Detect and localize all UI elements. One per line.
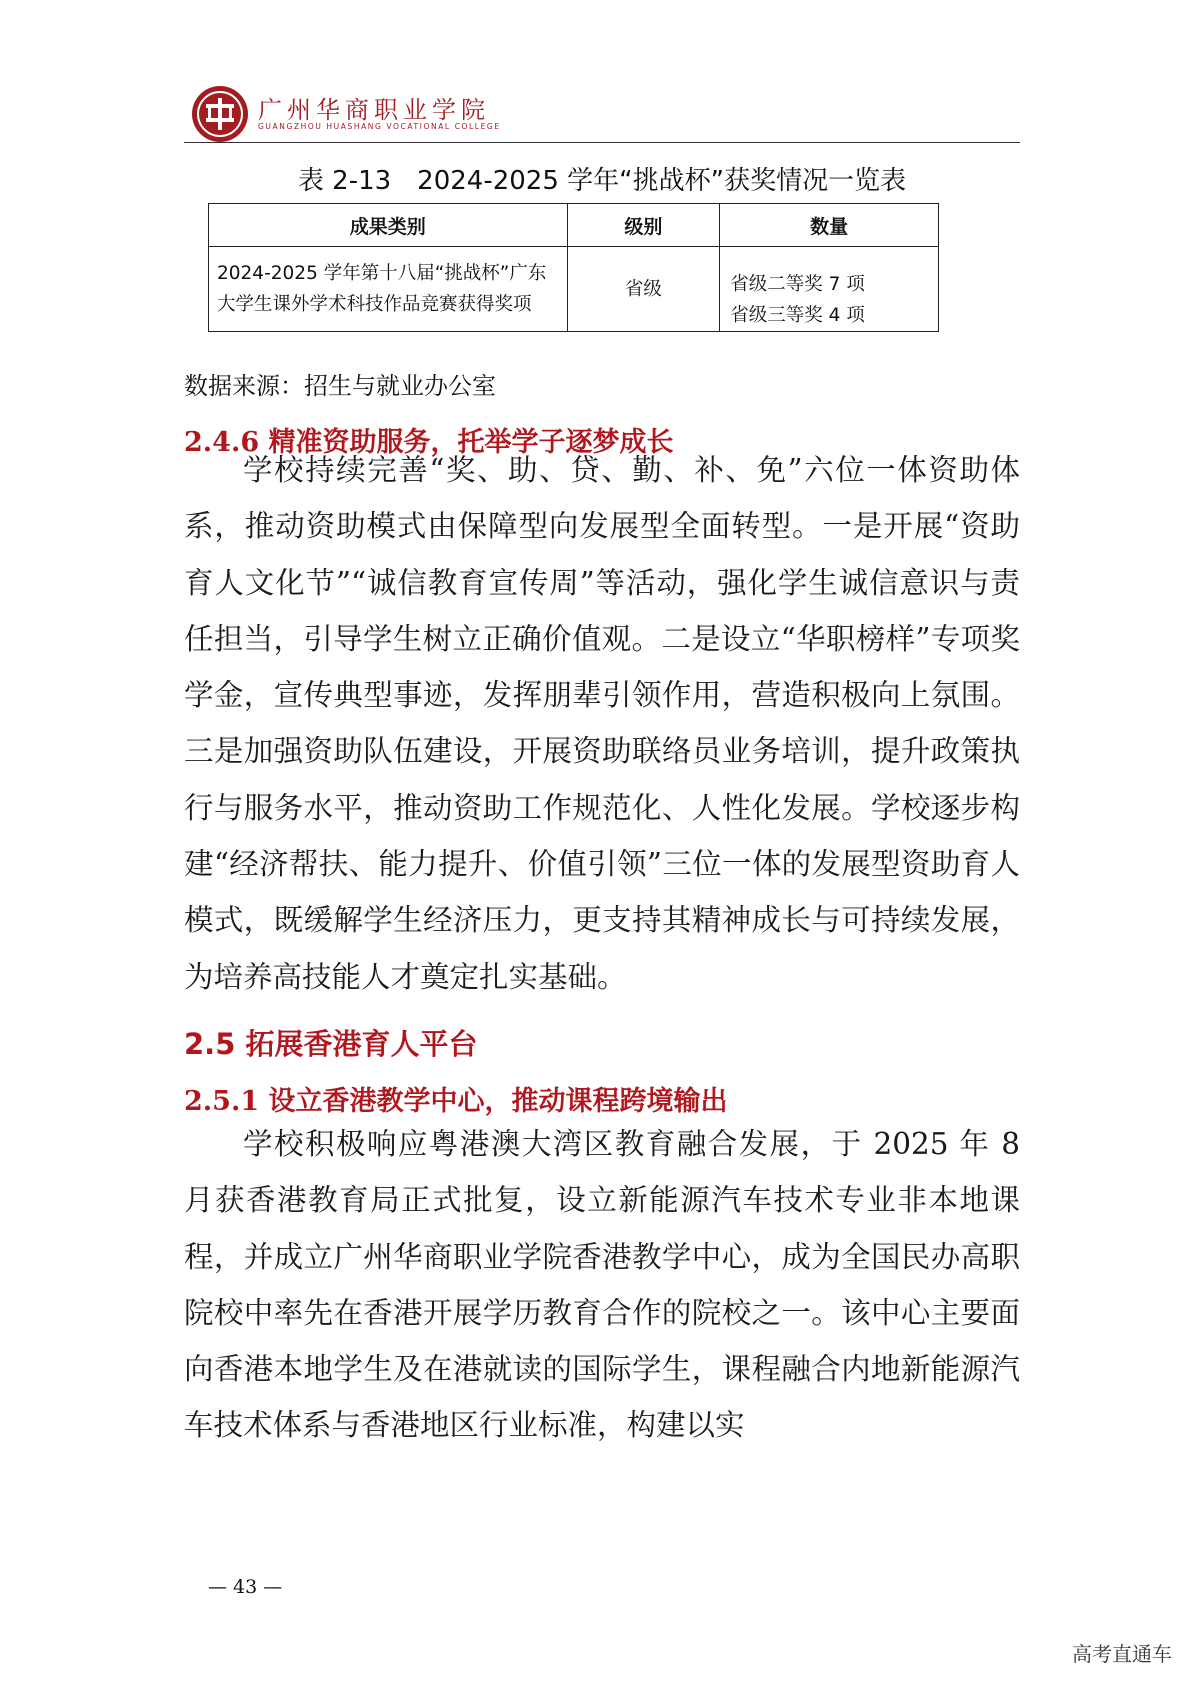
watermark: 高考直通车 — [1072, 1642, 1172, 1666]
college-name-en: GUANGZHOU HUASHANG VOCATIONAL COLLEGE — [258, 122, 501, 131]
header-divider — [184, 142, 1020, 143]
section-heading-2-5: 2.5 拓展香港育人平台 — [184, 1027, 478, 1061]
section-body-2-5-1: 学校积极响应粤港澳大湾区教育融合发展，于 2025 年 8 月获香港教育局正式批复，设立新能源汽车技术专业非本地课程，并成立广州华商职业学院香港教学中心，成为全国民办高职院校中率先在香港开展学历教育合作的院校之一。该中心主要面向香港本地学生及在港就读的国际学生，课程融合内地新能源汽车技术体系与香港地区行业标准，构建以实 — [184, 1127, 1020, 1443]
table-title: 表 2-13 2024-2025 学年“挑战杯”获奖情况一览表 — [297, 166, 907, 196]
count-line: 省级三等奖 4 项 — [730, 305, 865, 326]
cell-level: 省级 — [567, 247, 720, 332]
count-line: 省级二等奖 7 项 — [730, 274, 865, 295]
data-source-note: 数据来源：招生与就业办公室 — [184, 372, 496, 400]
section-heading-2-5-1: 2.5.1 设立香港教学中心，推动课程跨境输出 — [184, 1086, 728, 1117]
section-body-2-4-6: 学校持续完善“奖、助、贷、勤、补、免”六位一体资助体系，推动资助模式由保障型向发展型全面转型。一是开展“资助育人文化节”“诚信教育宣传周”等活动，强化学生诚信意识与责任担当，引导学生树立正确价值观。二是设立“华职榜样”专项奖学金，宣传典型事迹，发挥朋辈引领作用，营造积极向上氛围。三是加强资助队伍建设，开展资助联络员业务培训，提升政策执行与服务水平，推动资助工作规范化、人性化发展。学校逐步构建“经济帮扶、能力提升、价值引领”三位一体的发展型资助育人模式，既缓解学生经济压力，更支持其精神成长与可持续发展，为培养高技能人才奠定扎实基础。 — [184, 453, 1020, 994]
column-header-level: 级别 — [567, 204, 720, 247]
section-heading-2-4-6: 2.4.6 精准资助服务，托举学子逐梦成长 — [184, 427, 674, 458]
column-header-count: 数量 — [720, 204, 939, 247]
college-name-cn: 广州华商职业学院 — [258, 96, 490, 124]
table-row — [209, 247, 939, 332]
table-header-row — [209, 204, 939, 247]
award-table — [208, 203, 939, 332]
cell-count — [720, 247, 939, 332]
column-header-category: 成果类别 — [209, 204, 568, 247]
cell-category: 2024-2025 学年第十八届“挑战杯”广东大学生课外学术科技作品竞赛获得奖项 — [209, 247, 568, 332]
college-emblem-icon — [190, 84, 250, 144]
page-header — [190, 84, 1020, 150]
page-number: — 43 — — [208, 1576, 283, 1598]
